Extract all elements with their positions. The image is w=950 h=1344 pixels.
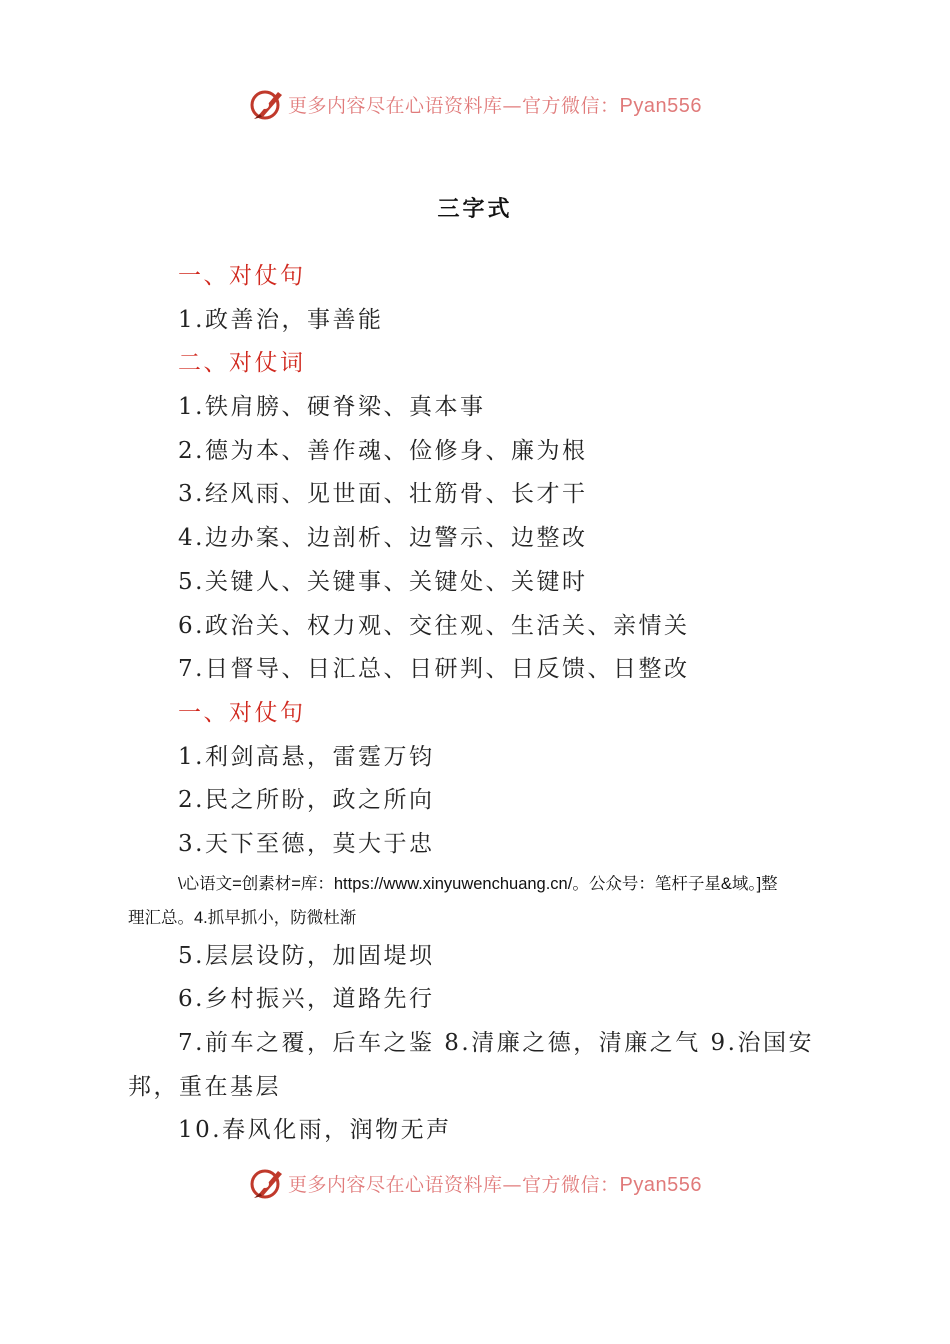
list-item: 3.天下至德，莫大于忠 xyxy=(178,830,435,857)
list-item: 2.民之所盼，政之所向 xyxy=(178,787,435,814)
section-heading: 二、对仗词 xyxy=(178,350,306,377)
pen-logo-icon xyxy=(248,1165,286,1201)
section-heading: 一、对仗句 xyxy=(178,263,306,289)
wrapped-line: 7.前车之覆，后车之鉴 8.清廉之德，清廉之气 9.治国安邦，重在基层 xyxy=(128,1030,814,1100)
source-note-line-2: 理汇总。4.抓早抓小，防微杜渐 xyxy=(128,908,357,927)
header-banner xyxy=(0,84,950,124)
list-item: 4.边办案、边剖析、边警示、边整改 xyxy=(178,525,588,552)
list-item: 2.德为本、善作魂、俭修身、廉为根 xyxy=(178,437,588,464)
list-item: 3.经风雨、见世面、壮筋骨、长才干 xyxy=(178,481,588,508)
pen-logo-icon xyxy=(248,86,286,122)
page-title: 三字式 xyxy=(437,196,513,222)
list-item: 7.日督导、日汇总、日研判、日反馈、日整改 xyxy=(178,656,690,683)
list-item: 5.关键人、关键事、关键处、关键时 xyxy=(178,568,588,595)
list-item: 1.铁肩膀、硬脊梁、真本事 xyxy=(178,394,486,421)
list-item: 6.乡村振兴，道路先行 xyxy=(178,986,435,1013)
list-item: 1.政善治，事善能 xyxy=(178,306,384,333)
list-item: 5.层层设防，加固堤坝 xyxy=(178,942,435,969)
section-heading: 一、对仗句 xyxy=(178,699,306,726)
document-body xyxy=(128,255,848,1153)
banner-text: 更多内容尽在心语资料库—官方微信：Pyan556 xyxy=(288,1173,702,1196)
list-item: 1.利剑高悬，雷霆万钧 xyxy=(178,743,435,770)
banner-text: 更多内容尽在心语资料库—官方微信：Pyan556 xyxy=(288,94,702,117)
list-item: 10.春风化雨，润物无声 xyxy=(178,1117,452,1144)
list-item: 6.政治关、权力观、交往观、生活关、亲情关 xyxy=(178,612,690,639)
source-note-line-1: \心语文=创素材=库：https://www.xinyuwenchuang.cn/。公众号：笔杆子星&域。]整 xyxy=(178,874,778,893)
source-note xyxy=(128,867,848,935)
footer-banner xyxy=(0,1163,950,1203)
